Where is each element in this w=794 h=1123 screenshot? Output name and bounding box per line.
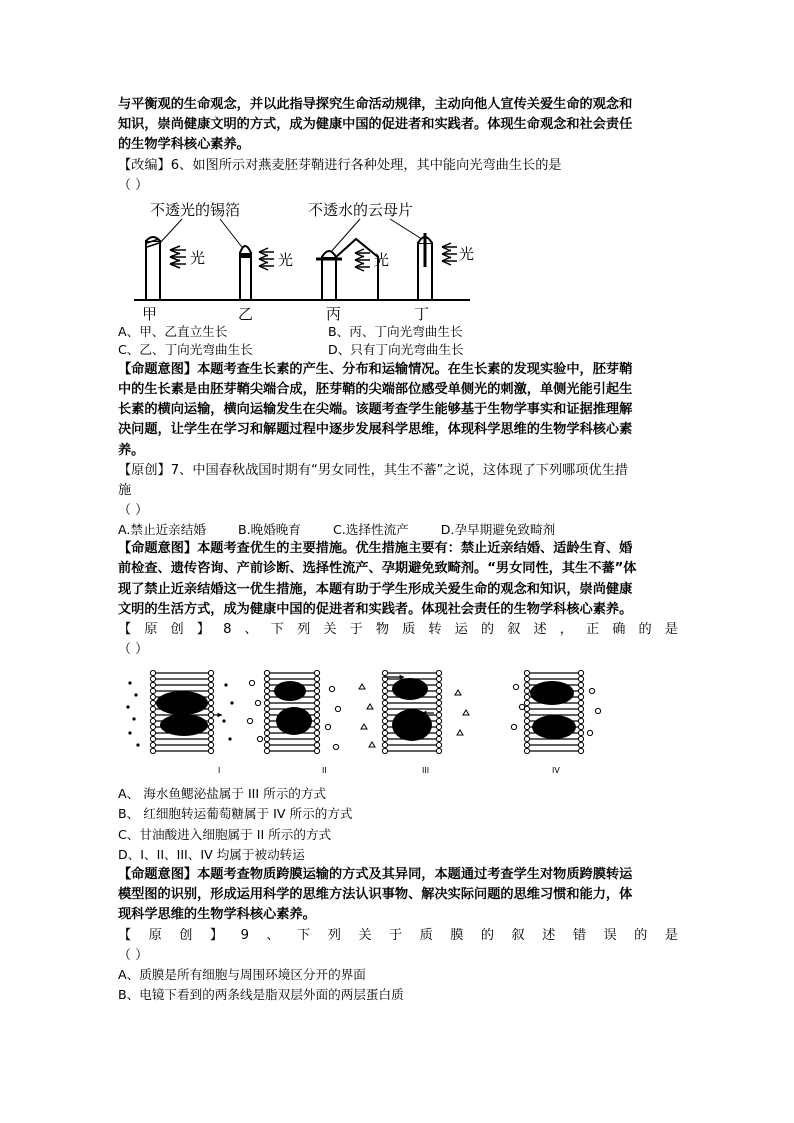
protein-4b	[532, 715, 576, 739]
q6-intent-4: 决问题，让学生在学习和解题过程中逐步发展科学思维，体现科学思维的生物学科核心素	[118, 422, 633, 438]
solute-1-1	[134, 694, 137, 697]
q8-stem-char: 述	[533, 622, 547, 638]
solute-2-6	[325, 725, 330, 730]
light-arrows-1	[170, 246, 205, 268]
q7-intent-1: 【命题意图】本题考查优生的主要措施。优生措施主要有：禁止近亲结婚、适龄生育、婚	[118, 541, 633, 557]
q6-paren: （ ）	[118, 177, 149, 193]
fig-label-1: I	[218, 766, 221, 776]
q8-stem-char: 质	[402, 622, 416, 638]
q6-options-row-1	[118, 323, 678, 342]
solute-1-0	[128, 682, 131, 685]
q8-stem-char: 是	[664, 622, 678, 638]
q9-stem-char: 列	[327, 927, 341, 943]
q6-options-row-2	[118, 341, 678, 360]
q6-option-d: D、只有丁向光弯曲生长	[328, 342, 464, 358]
q9-stem-char: 叙	[511, 927, 525, 943]
solute-2-5	[335, 707, 340, 712]
q6-stem: 【改编】6、如图所示对燕麦胚芽鞘进行各种处理，其中能向光弯曲生长的是	[118, 157, 562, 173]
solute-4-4	[595, 709, 600, 714]
solute-1-8	[222, 720, 225, 723]
q8-stem-char: 】	[196, 622, 210, 638]
q8-stem-char: 【	[118, 622, 132, 638]
q8-stem-char: 关	[323, 622, 337, 638]
coleoptile-bing	[316, 251, 342, 300]
q8-option-a: A、 海水鱼鳃泌盐属于 III 所示的方式	[118, 786, 327, 802]
light-label-3: 光	[374, 250, 390, 269]
solute-1-2	[126, 706, 129, 709]
q6-intent-3: 长素的横向运输，横向运输发生在尖端。该题考查学生能够基于生物学事实和证据推理解	[118, 402, 633, 418]
protein-4a	[530, 681, 574, 705]
solute-4-3	[589, 689, 594, 694]
q9-stem-char: 的	[634, 927, 648, 943]
solute-4-1	[519, 705, 524, 710]
mica-label: 不透水的云母片	[308, 200, 414, 219]
q9-stem-char: 述	[542, 927, 556, 943]
q9-stem-char: 【	[118, 927, 132, 943]
q9-stem-char: 膜	[450, 927, 464, 943]
q7-option-d: D.孕早期避免致畸剂	[440, 522, 556, 538]
q7-paren: （ ）	[118, 503, 149, 519]
protein-1b	[160, 714, 208, 736]
coleoptile-yi	[240, 246, 251, 300]
q9-option-b: B、电镜下看到的两条线是脂双层外面的两层蛋白质	[118, 987, 404, 1003]
q7-intent-4: 文明的生活方式，成为健康中国的促进者和实践者。体现社会责任的生物学科核心素养。	[118, 601, 633, 617]
q8-option-d: D、I、II、III、IV 均属于被动转运	[118, 846, 305, 862]
q7-stem-2: 施	[118, 483, 132, 499]
protein-1a	[156, 691, 208, 715]
light-arrows-2	[259, 248, 293, 270]
coleoptile-jia	[146, 237, 160, 300]
q7-intent-3: 现了禁止近亲结婚这一优生措施，本题有助于学生形成关爱生命的观念和知识，崇尚健康	[118, 581, 633, 597]
protein-3a	[392, 678, 428, 700]
q9-stem-char: 原	[148, 927, 162, 943]
q9-stem-char: 创	[179, 927, 193, 943]
q9-stem-char: 下	[297, 927, 311, 943]
solute-4-0	[513, 685, 518, 690]
solute-2-2	[247, 719, 252, 724]
q8-stem-char: 的	[638, 622, 652, 638]
light-arrows-4	[442, 243, 474, 265]
intro-line-2: 知识，崇尚健康文明的方式，成为健康中国的促进者和实践者。体现生命观念和社会责任	[118, 117, 633, 133]
solute-4-5	[587, 731, 592, 736]
q7-options	[118, 520, 678, 539]
q6-coleoptile-figure	[130, 195, 475, 323]
q7-stem: 【原创】7、中国春秋战国时期有“男女同性，其生不蕃”之说，这体现了下列哪项优生措	[118, 462, 628, 478]
q6-intent-1: 【命题意图】本题考查生长素的产生、分布和运输情况。在生长素的发现实验中，胚芽鞘	[118, 361, 633, 377]
q9-stem-char: 是	[664, 927, 678, 943]
solute-2-1	[255, 701, 260, 706]
q7-option-a: A.禁止近亲结婚	[118, 522, 206, 538]
intro-line-3: 的生物学科核心素养。	[118, 137, 250, 153]
solute-1-4	[128, 732, 131, 735]
q8-stem-char: 、	[244, 622, 258, 638]
solute-3-4	[455, 690, 461, 695]
coleoptile-ding	[418, 233, 432, 300]
q8-stem-char: 运	[454, 622, 468, 638]
q7-option-c: C.选择性流产	[333, 522, 409, 538]
label-ding: 丁	[414, 304, 430, 323]
document-page	[118, 95, 678, 1005]
q8-intent-1: 【命题意图】本题考查物质跨膜运输的方式及其异同，本题通过考查学生对物质跨膜转运	[118, 867, 633, 883]
q8-stem-char: 创	[170, 622, 184, 638]
q8-stem-char: 正	[585, 622, 600, 638]
q9-stem-char: 关	[358, 927, 372, 943]
q8-stem-char: 转	[428, 622, 442, 638]
q8-intent-2: 模型图的识别，形成运用科学的思维方法认识事物、解决实际问题的思维习惯和能力，体	[118, 887, 633, 903]
q8-stem-char: 确	[612, 622, 626, 638]
q8-stem-char: 8	[223, 622, 232, 638]
q8-stem-char: 列	[297, 622, 311, 638]
q9-paren: （ ）	[118, 947, 149, 963]
fig-label-4: IV	[552, 766, 560, 776]
q8-stem-char: 叙	[507, 622, 521, 638]
solute-3-1	[367, 704, 373, 709]
solute-1-7	[230, 702, 233, 705]
q9-stem-char: 、	[266, 927, 280, 943]
membrane-transport-diagram	[122, 663, 622, 778]
solute-3-6	[457, 730, 463, 735]
solute-2-4	[329, 687, 334, 692]
q9-stem-char: 误	[603, 927, 617, 943]
q8-paren: （ ）	[118, 642, 149, 658]
q9-stem-char: 】	[209, 927, 224, 943]
intro-line-1: 与平衡观的生命观念，并以此指导探究生命活动规律，主动向他人宣传关爱生命的观念和	[118, 97, 633, 112]
solute-1-9	[228, 738, 231, 741]
q8-stem-char: 下	[270, 622, 284, 638]
q9-stem-char: 错	[572, 927, 586, 943]
q8-stem-char: 的	[480, 622, 495, 638]
label-jia: 甲	[142, 304, 158, 323]
q6-intent-5: 养。	[118, 442, 145, 458]
protein-2b	[276, 707, 312, 735]
solute-3-5	[463, 710, 469, 715]
arrow-1-head	[218, 713, 222, 718]
q7-option-b: B.晚婚晚育	[237, 522, 301, 538]
solute-1-5	[136, 744, 139, 747]
q6-option-c: C、乙、丁向光弯曲生长	[118, 342, 253, 358]
solute-3-0	[359, 684, 365, 689]
q8-stem	[118, 620, 678, 640]
q9-stem-char: 的	[480, 927, 495, 943]
q7-intent-2: 前检查、遗传咨询、产前诊断、选择性流产、孕期避免致畸剂。“男女同性，其生不蕃”体	[118, 561, 637, 577]
q6-option-b: B、丙、丁向光弯曲生长	[328, 323, 463, 339]
label-bing: 丙	[326, 304, 342, 323]
fig-label-2: II	[322, 766, 327, 776]
label-yi: 乙	[238, 304, 254, 323]
q9-option-a: A、质膜是所有细胞与周围环境区分开的界面	[118, 966, 366, 982]
q9-stem-char: 于	[388, 927, 403, 943]
q9-stem	[118, 926, 678, 946]
q8-stem-char: 原	[144, 622, 158, 638]
solute-2-7	[333, 745, 338, 750]
light-label-4: 光	[459, 244, 475, 263]
q8-intent-3: 现科学思维的生物学科核心素养。	[118, 907, 316, 923]
q8-option-b: B、 红细胞转运葡萄糖属于 IV 所示的方式	[118, 806, 353, 822]
light-label-1: 光	[190, 248, 206, 267]
foil-label: 不透光的锡箔	[150, 200, 241, 219]
q8-stem-char: ，	[559, 622, 573, 638]
solute-4-2	[511, 725, 516, 730]
q6-option-a: A、甲、乙直立生长	[118, 323, 228, 339]
coleoptile-diagram	[130, 195, 475, 323]
fig-label-3: III	[422, 766, 430, 776]
q9-stem-char: 9	[240, 927, 249, 943]
solute-3-3	[369, 742, 375, 747]
solute-2-0	[249, 681, 254, 686]
q8-membrane-figure	[122, 663, 622, 778]
q8-option-c: C、甘油酸进入细胞属于 II 所示的方式	[118, 826, 332, 842]
light-label-2: 光	[278, 250, 294, 269]
solute-3-2	[361, 724, 367, 729]
solute-1-3	[132, 718, 135, 721]
q8-stem-char: 物	[375, 622, 390, 638]
solute-1-6	[224, 684, 227, 687]
q6-intent-2: 中的生长素是由胚芽鞘尖端合成，胚芽鞘的尖端部位感受单侧光的刺激，单侧光能引起生	[118, 382, 633, 398]
q9-stem-char: 质	[419, 927, 433, 943]
solute-2-3	[257, 737, 262, 742]
q8-stem-char: 于	[349, 622, 363, 638]
